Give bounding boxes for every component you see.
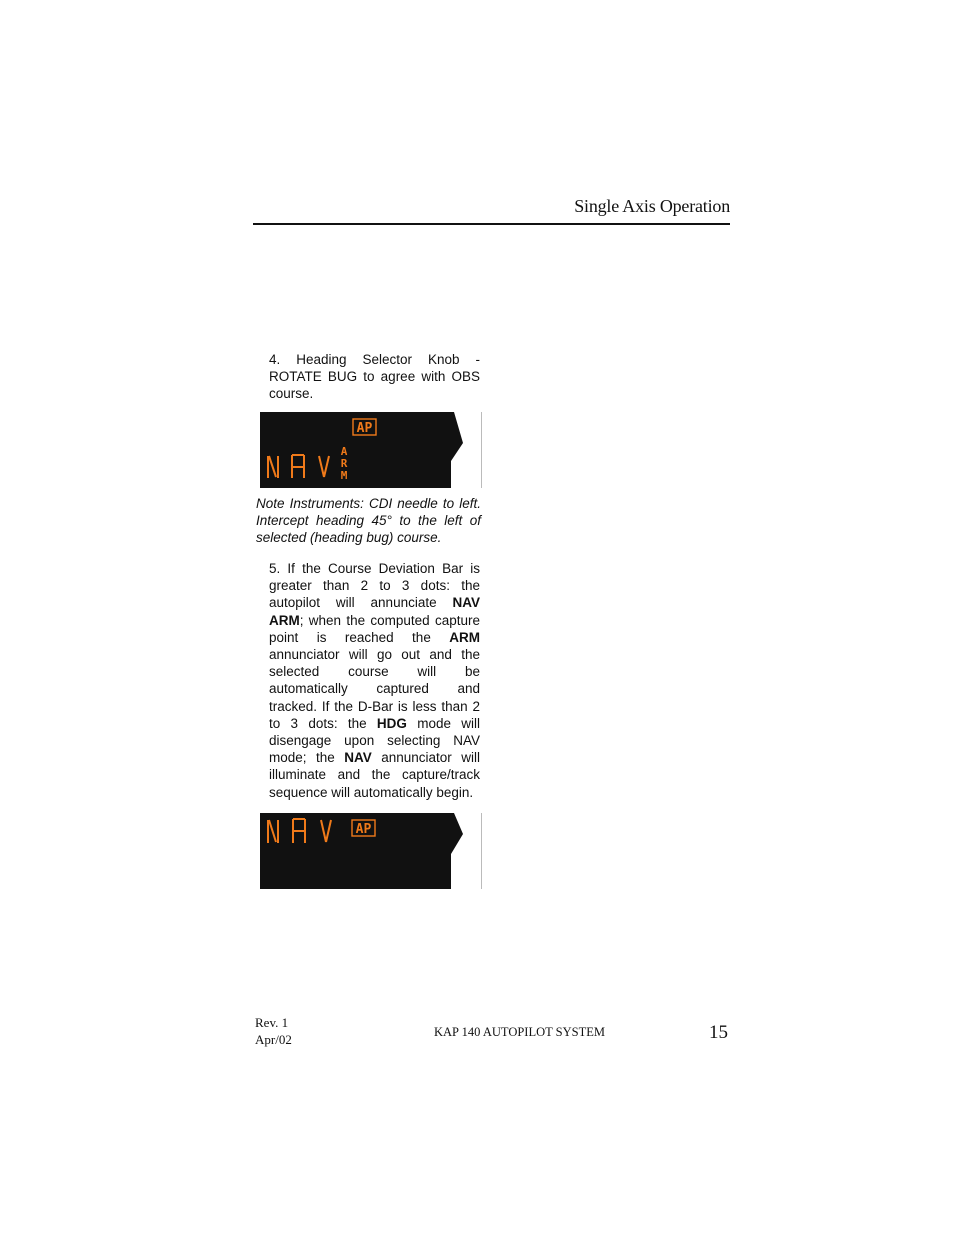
display-1-divider xyxy=(481,412,482,488)
footer-rev-number: Rev. 1 xyxy=(255,1015,289,1030)
arm-letter-a: A xyxy=(340,445,348,458)
display-2-divider xyxy=(481,813,482,889)
ap-annunciator: AP xyxy=(356,421,373,436)
step-5-text: 5. If the Course Deviation Bar is greater than 2 to 3 dots: the autopilot will annunciate NAV ARM; when the computed capture point is reached the ARM annunciator will go out and the selected course will be automatically captured and tracked. If the D-Bar is less than 2 to 3 dots: the HDG mode will disengage upon selecting NAV mode; the NAV annunciator will illuminate and the capture/track sequence will automatically begin. xyxy=(269,561,480,800)
footer-document-title: KAP 140 AUTOPILOT SYSTEM xyxy=(434,1025,605,1039)
header-rule xyxy=(253,223,730,225)
ap-annunciator: AP xyxy=(355,822,372,837)
footer-revision xyxy=(255,1014,292,1048)
arm-letter-m: M xyxy=(340,469,348,482)
autopilot-display-nav xyxy=(258,812,463,889)
autopilot-display-nav-arm xyxy=(258,411,463,488)
footer-rev-date: Apr/02 xyxy=(255,1032,292,1047)
page-number: 15 xyxy=(709,1022,728,1043)
page-header-title: Single Axis Operation xyxy=(574,196,730,216)
note-text: Note Instruments: CDI needle to left. Intercept heading 45° to the left of selected (heading bug) course. xyxy=(256,496,481,546)
step-4-text: 4. Heading Selector Knob - ROTATE BUG to agree with OBS course. xyxy=(269,352,480,402)
arm-letter-r: R xyxy=(340,457,348,470)
